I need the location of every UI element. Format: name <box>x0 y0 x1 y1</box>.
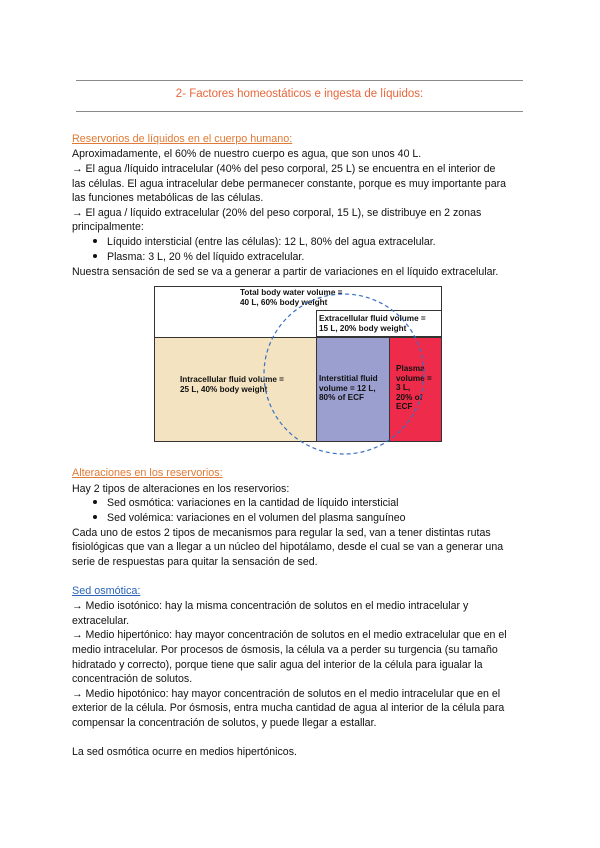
paragraph-line: → Medio hipotónico: hay mayor concentración de solutos en el medio intracelular que en el <box>72 688 501 700</box>
paragraph-line: extracelular. <box>72 615 130 627</box>
label-line: 80% of ECF <box>319 393 365 402</box>
label-line: 25 L, 40% body weight <box>180 384 268 394</box>
label-line: Interstitial fluid <box>319 374 378 383</box>
label-line: Total body water volume = <box>240 288 343 297</box>
label-line: 40 L, 60% body weight <box>240 297 328 307</box>
body-fluid-diagram <box>154 286 442 442</box>
section-heading-alterations: Alteraciones en los reservorios: <box>72 467 223 479</box>
ecf-dashed-circle <box>154 286 442 456</box>
list-item <box>93 235 436 249</box>
label-line: 20% of <box>396 392 423 402</box>
title-bottom-rule <box>76 111 523 112</box>
paragraph-line: Hay 2 tipos de alteraciones en los reservorios: <box>72 483 290 495</box>
paragraph-line: → El agua / líquido extracelular (20% del peso corporal, 15 L), se distribuye en 2 zonas <box>72 207 482 219</box>
paragraph-line: → El agua /líquido intracelular (40% del peso corporal, 25 L) se encuentra en el interior de <box>72 163 496 175</box>
paragraph-line: → Medio isotónico: hay la misma concentración de solutos en el medio intracelular y <box>72 600 469 612</box>
paragraph-line: hidratado y correcto), porque tiene que salir agua del interior de la célula para igualar la <box>72 659 483 671</box>
list-item <box>93 496 399 510</box>
label-line: 3 L, <box>396 383 411 392</box>
paragraph-line: → Medio hipertónico: hay mayor concentración de solutos en el medio extracelular que en el <box>72 629 507 641</box>
bullet-dot <box>93 239 97 243</box>
label-line: Extracellular fluid volume = <box>319 314 426 323</box>
paragraph-line: Cada uno de estos 2 tipos de mecanismos para regular la sed, van a tener distintas rutas <box>72 527 491 539</box>
bullet-dot <box>93 515 97 519</box>
paragraph-line: Aproximadamente, el 60% de nuestro cuerpo es agua, que son unos 40 L. <box>72 148 422 160</box>
list-item-text: Líquido intersticial (entre las células): 12 L, 80% del agua extracelular. <box>107 236 436 248</box>
label-line: volume = <box>396 373 432 383</box>
list-item <box>93 511 406 525</box>
paragraph-line: las funciones metabólicas de las células. <box>72 192 264 204</box>
paragraph-line: serie de respuestas para quitar la sensación de sed. <box>72 556 318 568</box>
label-line: Intracellular fluid volume = <box>180 375 284 384</box>
list-item-text: Plasma: 3 L, 20 % del líquido extracelular. <box>107 251 305 263</box>
label-line: ECF <box>396 402 413 411</box>
paragraph-line: las células. El agua intracelular debe permanecer constante, porque es muy importante para <box>72 178 507 190</box>
bullet-dot <box>93 500 97 504</box>
paragraph-line: principalmente: <box>72 221 144 233</box>
conclusion-line: La sed osmótica ocurre en medios hipertónicos. <box>72 746 297 758</box>
paragraph-line: fisiológicas que van a llegar a un núcleo del hipotálamo, desde el cual se van a generar una <box>72 541 504 553</box>
list-item <box>93 250 304 264</box>
section-heading-osmotic-thirst: Sed osmótica: <box>72 585 141 597</box>
paragraph-line: Nuestra sensación de sed se va a generar a partir de variaciones en el líquido extracelular. <box>72 266 499 278</box>
section-heading-reservoirs: Reservorios de líquidos en el cuerpo humano: <box>72 133 293 145</box>
list-item-text: Sed volémica: variaciones en el volumen del plasma sanguíneo <box>107 512 406 524</box>
label-line: volume = 12 L, <box>319 383 376 393</box>
paragraph-line: compensar la concentración de solutos, y puede llegar a estallar. <box>72 717 377 729</box>
label-line: Plasma <box>396 364 425 373</box>
label-line: 15 L, 20% body weight <box>319 323 407 333</box>
bullet-dot <box>93 254 97 258</box>
paragraph-line: medio intracelular. Por procesos de ósmosis, la célula va a perder su turgencia (su tamaño <box>72 644 498 656</box>
page-title: 2- Factores homeostáticos e ingesta de líquidos: <box>175 88 424 100</box>
paragraph-line: concentración de solutos. <box>72 673 193 685</box>
paragraph-line: exterior de la célula. Por ósmosis, entra mucha cantidad de agua al interior de la célula para <box>72 702 505 714</box>
list-item-text: Sed osmótica: variaciones en la cantidad de líquido intersticial <box>107 497 399 509</box>
top-rule <box>76 80 523 81</box>
